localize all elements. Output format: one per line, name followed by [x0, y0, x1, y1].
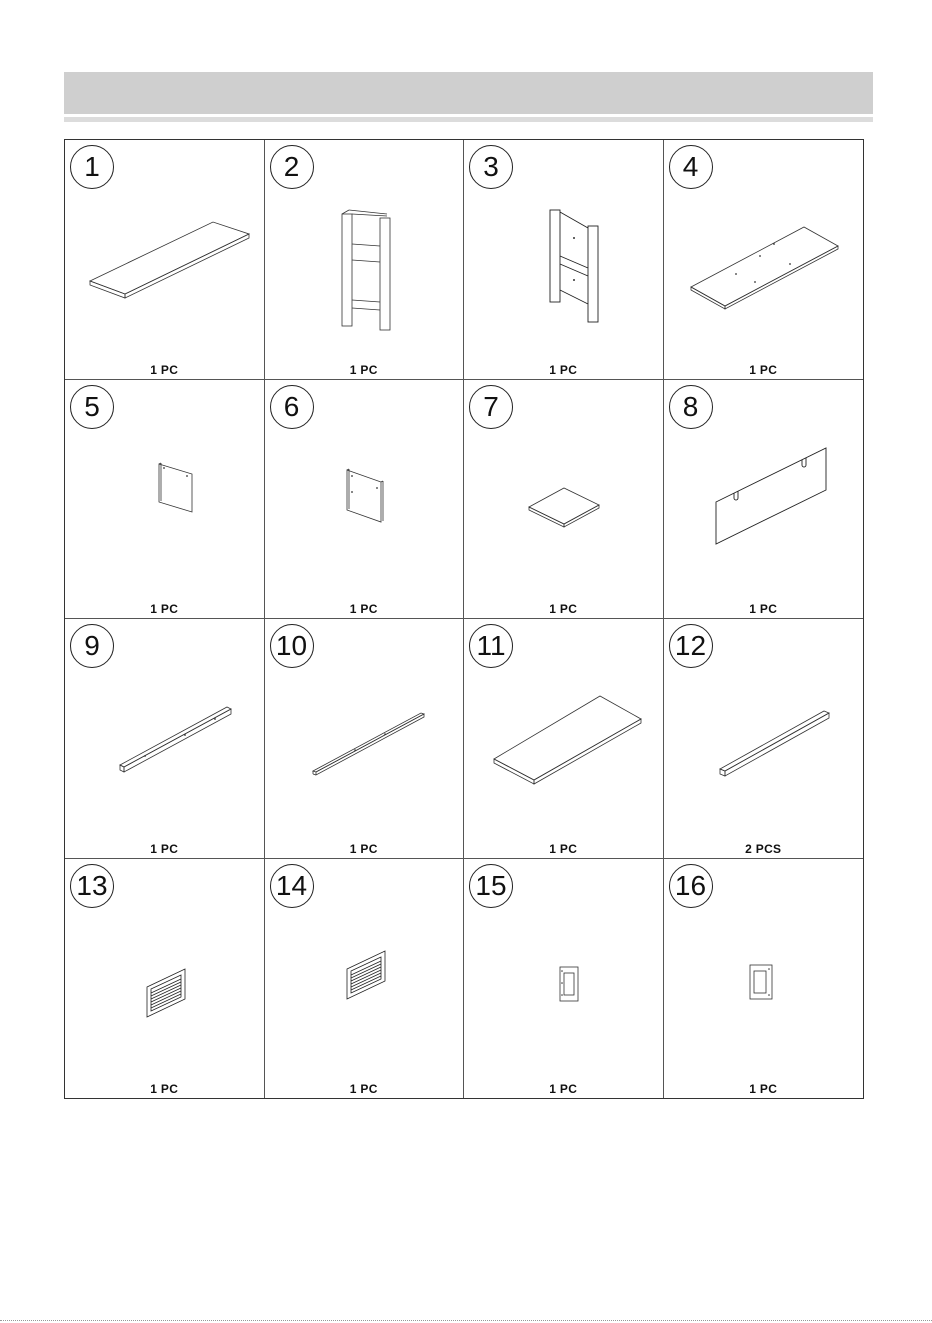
part-number: 13	[70, 864, 114, 908]
part-cell-14	[265, 859, 465, 1099]
part-cell-16	[664, 859, 864, 1099]
part-quantity: 1 PC	[349, 841, 378, 856]
part-quantity: 1 PC	[150, 841, 179, 856]
part-quantity: 1 PC	[549, 362, 578, 377]
part-cell-2	[265, 140, 465, 380]
part-number: 5	[70, 385, 114, 429]
part-number: 6	[270, 385, 314, 429]
part-cell-12	[664, 619, 864, 859]
part-cell-13	[65, 859, 265, 1099]
part-cell-10	[265, 619, 465, 859]
part-number: 16	[669, 864, 713, 908]
part-number: 1	[70, 145, 114, 189]
part-cell-1	[65, 140, 265, 380]
part-number: 11	[469, 624, 513, 668]
part-quantity: 1 PC	[150, 1082, 179, 1096]
part-cell-4	[664, 140, 864, 380]
part-number: 8	[669, 385, 713, 429]
part-number: 4	[669, 145, 713, 189]
part-number: 12	[669, 624, 713, 668]
part-number: 10	[270, 624, 314, 668]
part-quantity: 1 PC	[150, 362, 179, 377]
part-quantity: 1 PC	[349, 602, 378, 616]
part-cell-9	[65, 619, 265, 859]
header-rule	[64, 117, 873, 122]
part-number: 7	[469, 385, 513, 429]
part-cell-5	[65, 380, 265, 620]
parts-grid	[64, 139, 864, 1099]
part-quantity: 1 PC	[749, 602, 778, 616]
part-number: 14	[270, 864, 314, 908]
part-quantity: 1 PC	[749, 362, 778, 377]
part-quantity: 1 PC	[549, 841, 578, 856]
part-number: 15	[469, 864, 513, 908]
part-quantity: 1 PC	[749, 1082, 778, 1096]
part-cell-8	[664, 380, 864, 620]
part-cell-3	[464, 140, 664, 380]
part-cell-15	[464, 859, 664, 1099]
part-number: 9	[70, 624, 114, 668]
part-quantity: 1 PC	[349, 362, 378, 377]
part-number: 2	[270, 145, 314, 189]
part-cell-6	[265, 380, 465, 620]
part-quantity: 2 PCS	[745, 841, 782, 856]
part-cell-11	[464, 619, 664, 859]
part-cell-7	[464, 380, 664, 620]
part-quantity: 1 PC	[549, 602, 578, 616]
part-quantity: 1 PC	[549, 1082, 578, 1096]
part-quantity: 1 PC	[349, 1082, 378, 1096]
part-quantity: 1 PC	[150, 602, 179, 616]
header-bar	[64, 72, 873, 114]
part-number: 3	[469, 145, 513, 189]
